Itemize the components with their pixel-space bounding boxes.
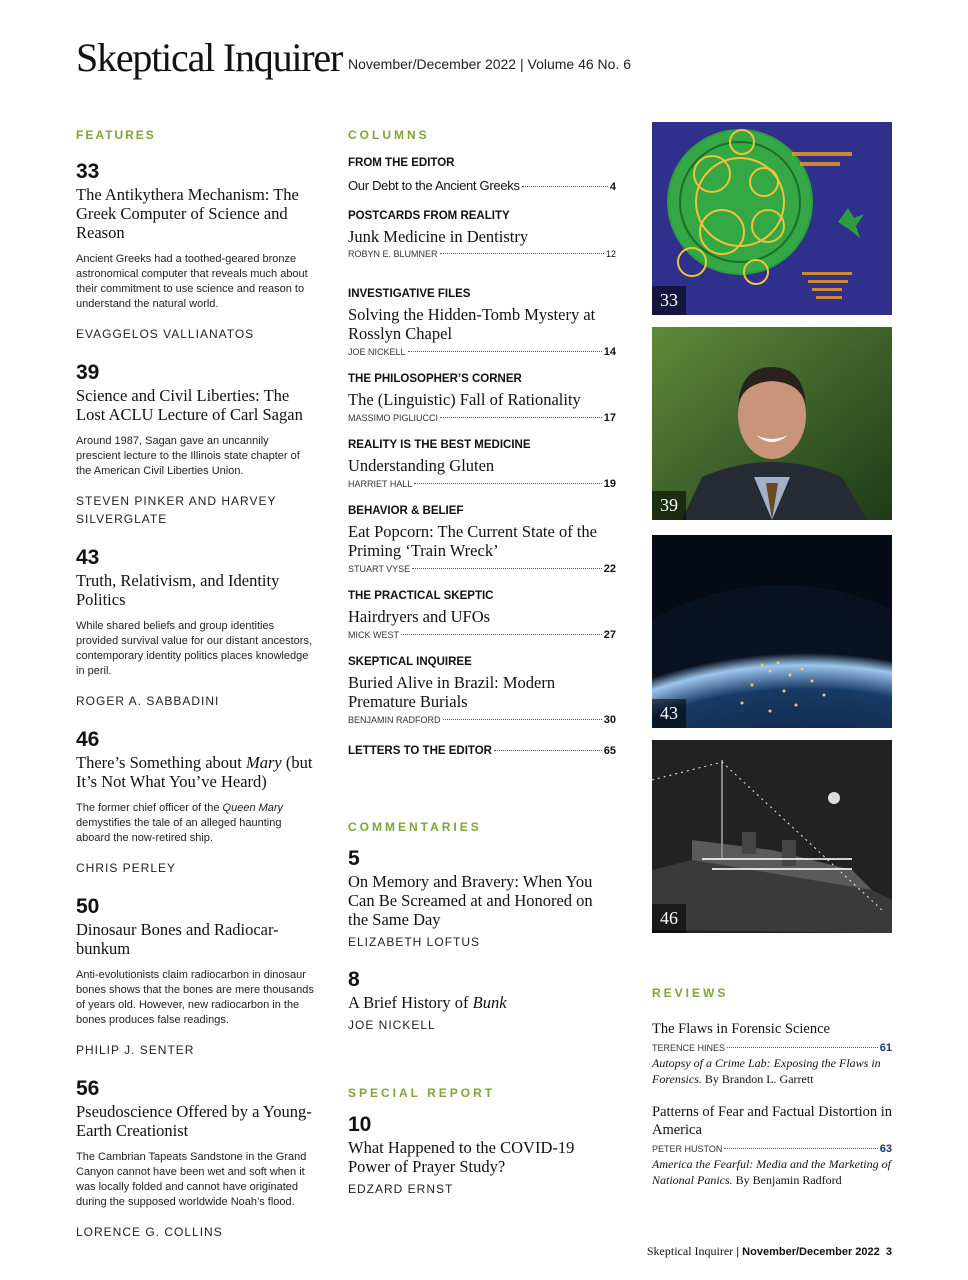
column-title[interactable]: Buried Alive in Brazil: Modern Premature Burials (348, 673, 556, 711)
commentary-title-italic: Bunk (472, 993, 507, 1012)
column-author: ROBYN E. BLUMNER (348, 249, 438, 259)
earth-image (652, 535, 892, 728)
column-leader (348, 412, 616, 424)
commentary-item[interactable] (348, 969, 616, 1032)
portrait-image (652, 327, 892, 520)
feature-title-italic: Mary (246, 753, 282, 772)
feature-description: Around 1987, Sagan gave an uncannily prescient lecture to the Illinois state chapter of the American Civil Liberties Union. (76, 435, 300, 477)
dotted-leader (440, 253, 604, 254)
feature-title[interactable] (76, 753, 316, 791)
photo-page-label: 46 (652, 904, 686, 933)
column-author: JOE NICKELL (348, 347, 406, 357)
review-page-number: 63 (879, 1143, 892, 1155)
column-title[interactable]: Hairdryers and UFOs (348, 607, 491, 626)
photo-page-label: 33 (652, 286, 686, 315)
commentary-page-number: 5 (348, 847, 360, 870)
footer-separator: | (733, 1246, 743, 1258)
feature-title[interactable]: Truth, Relativism, and Identity Politics (76, 571, 280, 609)
column-page-number: 22 (603, 563, 616, 575)
feature-description-part: The former chief officer of the (76, 802, 223, 814)
review-leader (652, 1143, 892, 1155)
column-leader (348, 629, 616, 641)
column-leader (348, 744, 616, 758)
column-section-name: THE PHILOSOPHER’S CORNER (348, 373, 522, 385)
review-leader (652, 1042, 892, 1054)
column-section-name: SKEPTICAL INQUIREE (348, 656, 472, 668)
dotted-leader (494, 750, 602, 751)
column-section-name: POSTCARDS FROM REALITY (348, 210, 510, 222)
special-report-heading: SPECIAL REPORT (348, 1086, 496, 1100)
column-author: HARRIET HALL (348, 479, 413, 489)
feature-item[interactable] (76, 896, 316, 1059)
review-book (652, 1055, 892, 1087)
dotted-leader (724, 1148, 877, 1149)
column-author: BENJAMIN RADFORD (348, 715, 441, 725)
feature-author: EVAGGELOS VALLIANATOS (76, 327, 255, 341)
feature-item[interactable] (76, 729, 316, 877)
review-book-author: By Benjamin Radford (732, 1173, 842, 1187)
column-title[interactable]: The (Linguistic) Fall of Rationality (348, 390, 581, 409)
column-leader (348, 478, 616, 490)
review-reviewer: TERENCE HINES (652, 1043, 726, 1053)
feature-page-number: 39 (76, 361, 100, 384)
feature-description-italic: Queen Mary (222, 802, 284, 814)
review-book (652, 1156, 892, 1188)
column-author: MICK WEST (348, 630, 399, 640)
feature-author: LORENCE G. COLLINS (76, 1225, 223, 1239)
feature-page-number: 43 (76, 546, 100, 569)
feature-item[interactable] (76, 1078, 316, 1241)
dotted-leader (412, 568, 602, 569)
gear-diagram-image (652, 122, 892, 315)
commentary-page-number: 8 (348, 968, 360, 991)
dotted-leader (408, 351, 602, 352)
feature-description-part: demystifies the tale of an alleged haunting aboard the now-retired ship. (76, 817, 282, 844)
column-section-name: INVESTIGATIVE FILES (348, 288, 471, 300)
review-title[interactable]: Patterns of Fear and Factual Distortion in America (652, 1104, 893, 1138)
column-page-number: 30 (603, 714, 616, 726)
feature-title[interactable]: Pseudoscience Offered by a Young-Earth Creationist (76, 1102, 312, 1140)
review-page-number: 61 (879, 1042, 892, 1054)
page-footer (647, 1244, 892, 1259)
column-leader (348, 249, 616, 259)
commentary-item[interactable] (348, 848, 616, 949)
column-section-name: THE PRACTICAL SKEPTIC (348, 590, 494, 602)
feature-item[interactable] (76, 161, 316, 343)
column-page-number: 27 (603, 629, 616, 641)
footer-page-number: 3 (885, 1246, 892, 1258)
commentaries-section (348, 820, 616, 1032)
special-report-section (348, 1086, 616, 1196)
column-title[interactable]: Understanding Gluten (348, 456, 495, 475)
feature-title[interactable]: Dinosaur Bones and Radiocar-bunkum (76, 920, 279, 958)
feature-title[interactable]: The Antikythera Mechanism: The Greek Computer of Science and Reason (76, 185, 299, 242)
feature-author: PHILIP J. SENTER (76, 1043, 195, 1057)
photo-page-label: 39 (652, 491, 686, 520)
column-item[interactable] (348, 372, 616, 424)
footer-issue: November/December 2022 (742, 1246, 880, 1258)
column-item[interactable] (348, 504, 616, 575)
carl-sagan-photo[interactable] (652, 327, 892, 520)
feature-author: ROGER A. SABBADINI (76, 694, 220, 708)
feature-description (76, 801, 316, 846)
footer-magazine: Skeptical Inquirer (646, 1244, 734, 1258)
review-book-author: By Brandon L. Garrett (701, 1072, 814, 1086)
column-section-name[interactable]: LETTERS TO THE EDITOR (348, 745, 492, 757)
column-section-name: BEHAVIOR & BELIEF (348, 505, 464, 517)
commentary-author: JOE NICKELL (348, 1018, 436, 1032)
feature-page-number: 33 (76, 160, 100, 183)
column-section-name: FROM THE EDITOR (348, 157, 455, 169)
special-report-page-number: 10 (348, 1113, 372, 1136)
columns-section (348, 128, 616, 758)
feature-item[interactable] (76, 547, 316, 710)
column-title[interactable]: Our Debt to the Ancient Greeks (348, 178, 520, 193)
feature-description: Ancient Greeks had a toothed-geared bronze astronomical computer that reveals much about their commitment to use science and reason to understand the natural world. (76, 253, 308, 310)
special-report-title[interactable]: What Happened to the COVID-19 Power of Prayer Study? (348, 1138, 575, 1176)
photo-page-label: 43 (652, 699, 686, 728)
dotted-leader (443, 719, 602, 720)
feature-page-number: 46 (76, 728, 100, 751)
column-title[interactable]: Solving the Hidden-Tomb Mystery at Rosslyn Chapel (348, 305, 596, 343)
feature-page-number: 56 (76, 1077, 100, 1100)
dotted-leader (522, 186, 608, 187)
feature-title[interactable]: Science and Civil Liberties: The Lost ACLU Lecture of Carl Sagan (76, 386, 303, 424)
column-leader (348, 176, 616, 195)
column-item[interactable] (348, 287, 616, 358)
column-title[interactable]: Junk Medicine in Dentistry (348, 227, 529, 246)
features-heading: FEATURES (76, 128, 156, 142)
earth-photo[interactable] (652, 535, 892, 728)
antikythera-photo[interactable] (652, 122, 892, 315)
reviews-section (652, 986, 892, 1188)
features-section (76, 128, 316, 1241)
column-page-number: 4 (609, 181, 616, 193)
magazine-title: Skeptical Inquirer (76, 35, 343, 80)
column-item[interactable] (348, 156, 616, 195)
feature-item[interactable] (76, 362, 316, 528)
commentary-author: ELIZABETH LOFTUS (348, 935, 481, 949)
column-page-number: 65 (603, 745, 616, 757)
reviews-heading: REVIEWS (652, 986, 729, 1000)
column-item[interactable] (348, 438, 616, 490)
feature-description: Anti-evolutionists claim radiocarbon in dinosaur bones shows that the bones are mere thousands of years old. However, new radiocarbon in the bones produces false readings. (76, 969, 314, 1026)
column-page-number: 12 (605, 249, 616, 259)
dotted-leader (727, 1047, 878, 1048)
feature-page-number: 50 (76, 895, 100, 918)
column-author: MASSIMO PIGLIUCCI (348, 413, 439, 423)
column-item[interactable] (348, 209, 616, 259)
column-section-name: REALITY IS THE BEST MEDICINE (348, 439, 531, 451)
special-report-item[interactable] (348, 1114, 616, 1196)
column-item[interactable] (348, 589, 616, 641)
dotted-leader (414, 483, 601, 484)
column-leader (348, 563, 616, 575)
review-item[interactable] (652, 1020, 892, 1087)
commentary-title-part: A Brief History of (348, 993, 473, 1012)
review-book-title: America the Fearful: Media and the Marketing of National Panics. (652, 1157, 891, 1187)
columns-heading: COLUMNS (348, 128, 430, 142)
feature-description: While shared beliefs and group identities provided survival value for our distant ancestors, contemporary identity politics places knowledge in peril. (76, 620, 313, 677)
review-title[interactable]: The Flaws in Forensic Science (652, 1021, 830, 1037)
queen-mary-photo[interactable] (652, 740, 892, 933)
dotted-leader (440, 417, 602, 418)
ship-image (652, 740, 892, 933)
commentaries-heading: COMMENTARIES (348, 820, 482, 834)
column-page-number: 17 (603, 412, 616, 424)
review-reviewer: PETER HUSTON (652, 1144, 723, 1154)
dotted-leader (401, 634, 602, 635)
column-item[interactable] (348, 744, 616, 758)
commentary-title[interactable] (348, 993, 616, 1012)
feature-title-part: There’s Something about (76, 753, 247, 772)
feature-title-part: (but It’s Not What You’ve Heard) (76, 753, 313, 791)
column-leader (348, 346, 616, 358)
feature-author: CHRIS PERLEY (76, 861, 177, 875)
feature-author: STEVEN PINKER AND HARVEY SILVERGLATE (76, 494, 277, 526)
commentary-title[interactable]: On Memory and Bravery: When You Can Be Screamed at and Honored on the Same Day (348, 872, 593, 929)
issue-info: November/December 2022 | Volume 46 No. 6 (348, 56, 632, 72)
special-report-author: EDZARD ERNST (348, 1182, 454, 1196)
column-item[interactable] (348, 655, 616, 726)
column-title[interactable]: Eat Popcorn: The Current State of the Priming ‘Train Wreck’ (348, 522, 597, 560)
column-page-number: 14 (603, 346, 616, 358)
column-author: STUART VYSE (348, 564, 411, 574)
review-book-title: Autopsy of a Crime Lab: Exposing the Flaws in Forensics. (652, 1056, 881, 1086)
review-item[interactable] (652, 1103, 892, 1188)
feature-description: The Cambrian Tapeats Sandstone in the Grand Canyon cannot have been wet and soft when it was locally folded and cannot have originated during the supposed worldwide Noah’s flood. (76, 1151, 307, 1208)
column-page-number: 19 (603, 478, 616, 490)
column-leader (348, 714, 616, 726)
